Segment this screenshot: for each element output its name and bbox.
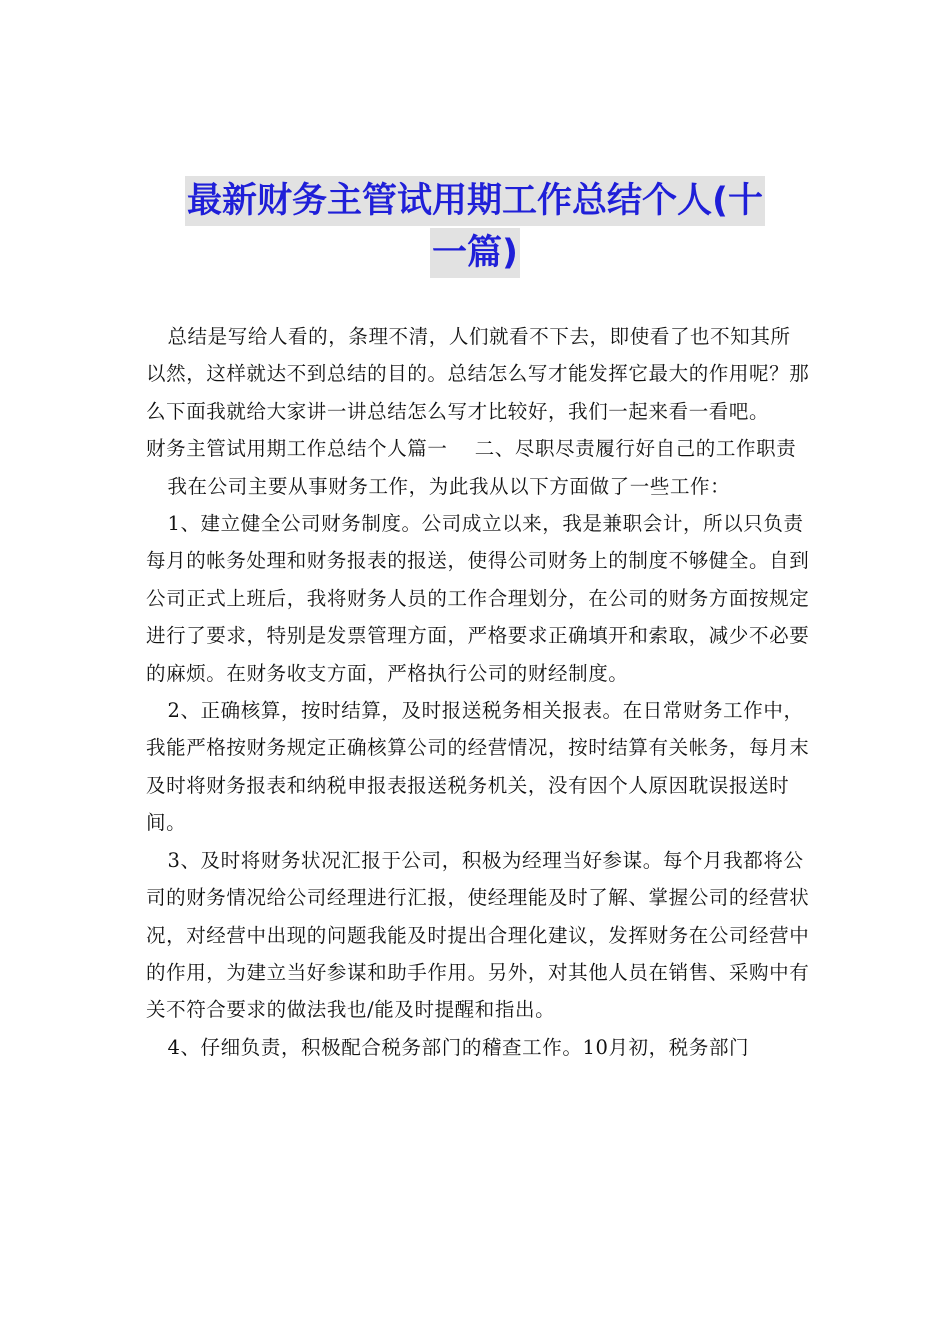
paragraph-item-1: 1、建立健全公司财务制度。公司成立以来，我是兼职会计，所以只负责每月的帐务处理和财务报表的报送，使得公司财务上的制度不够健全。自到公司正式上班后，我将财务人员的工作合理划分，在公司的财务方面按规定进行了要求，特别是发票管理方面，严格要求正确填开和索取，减少不必要的麻烦。在财务收支方面，严格执行公司的财经制度。 [146,512,810,685]
title-line-2: 一篇) [430,228,520,278]
title-line-1: 最新财务主管试用期工作总结个人(十 [185,176,765,226]
paragraph-item-2: 2、正确核算，按时结算，及时报送税务相关报表。在日常财务工作中，我能严格按财务规定正确核算公司的经营情况，按时结算有关帐务，每月末及时将财务报表和纳税申报表报送税务机关，没有因个人原因耽误报送时间。 [146,699,810,835]
section-heading: 财务主管试用期工作总结个人篇一 二、尽职尽责履行好自己的工作职责 [146,437,797,461]
document-body [146,318,810,1066]
intro-paragraph: 总结是写给人看的，条理不清，人们就看不下去，即使看了也不知其所以然，这样就达不到总结的目的。总结怎么写才能发挥它最大的作用呢？那么下面我就给大家讲一讲总结怎么写才比较好，我们一起来看一看吧。 [146,325,810,423]
paragraph-item-3: 3、及时将财务状况汇报于公司，积极为经理当好参谋。每个月我都将公司的财务情况给公司经理进行汇报，使经理能及时了解、掌握公司的经营状况，对经营中出现的问题我能及时提出合理化建议，发挥财务在公司经营中的作用，为建立当好参谋和助手作用。另外，对其他人员在销售、采购中有关不符合要求的做法我也/能及时提醒和指出。 [146,848,810,1022]
paragraph-work-overview: 我在公司主要从事财务工作，为此我从以下方面做了一些工作： [167,474,731,498]
document-title [150,176,800,278]
paragraph-item-4: 4、仔细负责，积极配合税务部门的稽查工作。10月初，税务部门 [167,1035,750,1059]
